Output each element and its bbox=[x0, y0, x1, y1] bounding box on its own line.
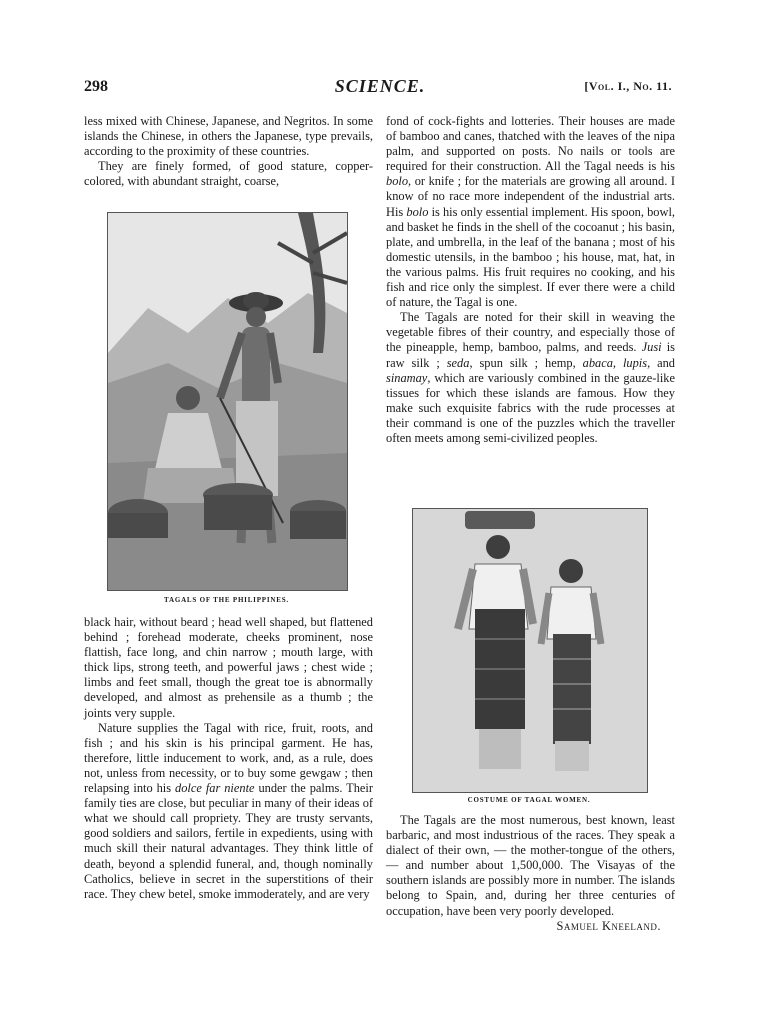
author-signature: Samuel Kneeland. bbox=[556, 918, 661, 933]
figure-caption: TAGALS OF THE PHILIPPINES. bbox=[164, 596, 289, 604]
paragraph: fond of cock-fights and lotteries. Their houses are made of bamboo and canes, thatched with the leaves of the nipa palm, and supported on posts. No nails or tools are required for their construction. All the Tagal needs is his bolo, or knife ; for the materials are growing all around. I know of no race more independent of the industrial arts. His bolo is his only essential implement. His spoon, bowl, and basket he finds in the shell of the cocoanut ; his basin, plate, and umbrella, in the leaf of the banana ; most of his domestic utensils, in the bamboo ; his house, mat, hat, in the various palms. His fruit requires no cooking, and his fish and rice only the simplest. If ever there were a child of nature, the Tagal is one. bbox=[386, 114, 675, 310]
tagals-illustration bbox=[108, 213, 347, 590]
right-column-top bbox=[386, 114, 675, 446]
volume-info: [Vol. I., No. 11. bbox=[584, 79, 672, 93]
paragraph: The Tagals are noted for their skill in weaving the vegetable fibres of their country, and especially those of the pineapple, hemp, bamboo, palms, and reeds. Jusi is raw silk ; seda, spun silk ; hemp, abaca, lupis, and sinamay, which are variously combined in the gauze-like tissues for which these islands are famous. How they make such exquisite fabrics with the rude processes at their command is one of the puzzles which the traveller often meets among semi-civilized peoples. bbox=[386, 310, 675, 445]
paragraph: black hair, without beard ; head well shaped, but flattened behind ; forehead moderate, cheeks prominent, nose flattish, face long, and chin narrow ; mouth large, with thick lips, strong teeth, and powerful jaws ; chest wide ; limbs and feet small, though the great toe is abnormally developed, and almost as prehensile as a thumb ; the joints very supple. bbox=[84, 615, 373, 720]
figure-caption: COSTUME OF TAGAL WOMEN. bbox=[467, 796, 591, 804]
page-header bbox=[84, 78, 676, 100]
paragraph: They are finely formed, of good stature, copper-colored, with abundant straight, coarse, bbox=[84, 159, 373, 189]
left-column-top bbox=[84, 114, 373, 189]
left-column-bottom bbox=[84, 615, 373, 902]
journal-title: SCIENCE. bbox=[334, 76, 426, 96]
paragraph: Nature supplies the Tagal with rice, fruit, roots, and fish ; and his skin is his principal garment. He has, therefore, little inducement to work, and, as a rule, does not, unless from necessity, or to buy some gewgaw ; then relapsing into his dolce far niente under the palms. Their family ties are close, but peculiar in many of their ideas of what we should call propriety. They are trusty servants, good soldiers and sailors, fertile in expedients, using with much skill their natural advantages. They think little of death, beyond a splendid funeral, and, though nominally Catholics, believe in secret in the superstitions of their race. They chew betel, smoke immoderately, and are very bbox=[84, 720, 374, 901]
tagal-women-illustration bbox=[413, 509, 647, 792]
paragraph: The Tagals are the most numerous, best known, least barbaric, and most industrious of the races. They speak a dialect of their own, — the mother-tongue of the others, — and number about 1,500,000. The Visayas of the southern islands are possibly more in number. The islands belong to Spain, and, during her three centuries of occupation, have been very poorly developed. Samuel Kneeland. bbox=[386, 813, 675, 933]
engraving-tagal-women bbox=[412, 508, 648, 793]
page-number: 298 bbox=[84, 78, 108, 95]
paragraph: less mixed with Chinese, Japanese, and Negritos. In some islands the Chinese, in others the Japanese, type prevails, according to the proximity of these countries. bbox=[84, 114, 373, 159]
engraving-tagals bbox=[107, 212, 348, 591]
right-column-bottom bbox=[386, 813, 675, 934]
